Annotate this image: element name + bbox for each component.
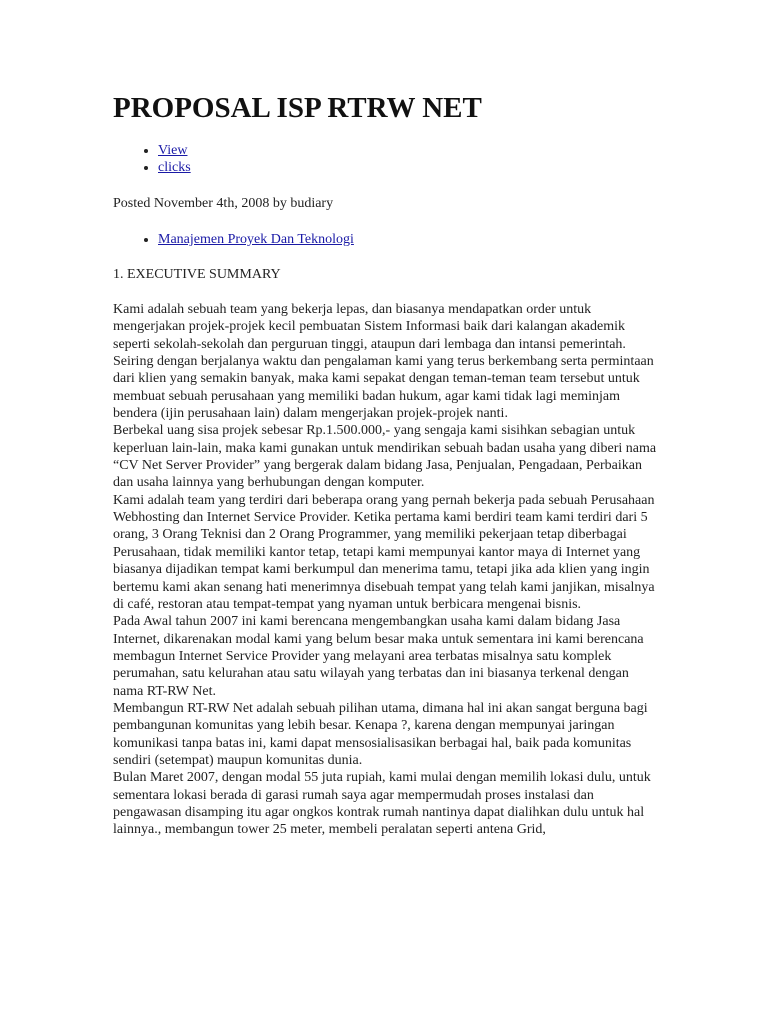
paragraph: Kami adalah sebuah team yang bekerja lepas, dan biasanya mendapatkan order untuk mengerjakan projek-projek kecil pembuatan Sistem Informasi baik dari kalangan akademik seperti sekolah-sekolah dan perguruan tinggi, ataupun dari lembaga dan intansi pemerintah. (113, 302, 626, 352)
category-list (113, 231, 354, 248)
paragraph: Kami adalah team yang terdiri dari beberapa orang yang pernah bekerja pada sebuah Perusahaan Webhosting dan Internet Service Provider. Ketika pertama kami berdiri team kami terdiri dari 5 orang, 3 Orang Teknisi dan 2 Orang Programmer, yang memiliki pekerjaan tetap diberbagai Perusahaan, tidak memiliki kantor tetap, tetapi kami mempunyai kantor maya di Internet yang biasanya dijadikan tempat kami berkumpul dan menerima tamu, tetapi jika ada klien yang ingin bertemu kami akan senang hati menerimnya disebuah tempat yang telah kami janjikan, misalnya di café, restoran atau tempat-tempat yang nyaman untuk berbicara mengenai bisnis. (113, 492, 655, 612)
section-heading: 1. EXECUTIVE SUMMARY (113, 267, 281, 282)
list-item (158, 231, 354, 248)
paragraph: Seiring dengan berjalanya waktu dan pengalaman kami yang terus berkembang serta permintaan dari klien yang semakin banyak, maka kami sepakat dengan teman-teman team tersebut untuk membuat sebuah perusahaan yang memiliki badan hukum, agar kami tidak lagi meminjam bendera (ijin perusahaan lain) dalam mengerjakan projek-projek nanti. (113, 354, 654, 422)
clicks-link[interactable]: clicks (158, 160, 191, 175)
view-links-list (113, 142, 191, 176)
view-link[interactable]: View (158, 143, 188, 158)
paragraph: Bulan Maret 2007, dengan modal 55 juta rupiah, kami mulai dengan memilih lokasi dulu, untuk sementara lokasi berada di garasi rumah saya agar mempermudah proses instalasi dan pengawasan disamping itu agar ongkos kontrak rumah nantinya dapat dialihkan dulu untuk hal lainnya., membangun tower 25 meter, membeli peralatan seperti antena Grid, (113, 770, 651, 838)
posted-byline: Posted November 4th, 2008 by budiary (113, 196, 334, 211)
list-item (158, 159, 191, 176)
page-title: PROPOSAL ISP RTRW NET (113, 92, 482, 124)
paragraph: Membangun RT-RW Net adalah sebuah pilihan utama, dimana hal ini akan sangat berguna bagi pembangunan komunitas yang lebih besar. Kenapa ?, karena dengan mempunyai jaringan komunikasi tanpa batas ini, kami dapat mensosialisasikan berbagai hal, baik pada komunitas sendiri (setempat) maupun komunitas dunia. (113, 700, 648, 768)
article-body (113, 301, 661, 839)
paragraph: Berbekal uang sisa projek sebesar Rp.1.500.000,- yang sengaja kami sisihkan sebagian untuk keperluan lain-lain, maka kami gunakan untuk mendirikan sebuah badan usaha yang diberi nama “CV Net Server Provider” yang bergerak dalam bidang Jasa, Penjualan, Pengadaan, Perbaikan dan usaha lainnya yang berhubungan dengan komputer. (113, 423, 657, 491)
list-item (158, 142, 191, 159)
category-link[interactable]: Manajemen Proyek Dan Teknologi (158, 232, 354, 247)
paragraph: Pada Awal tahun 2007 ini kami berencana mengembangkan usaha kami dalam bidang Jasa Internet, dikarenakan modal kami yang belum besar maka untuk sementara ini kami berencana membagun Internet Service Provider yang melayani area terbatas misalnya satu komplek perumahan, satu kelurahan atau satu wilayah yang terbatas dan ini biasanya terkenal dengan nama RT-RW Net. (113, 614, 644, 699)
